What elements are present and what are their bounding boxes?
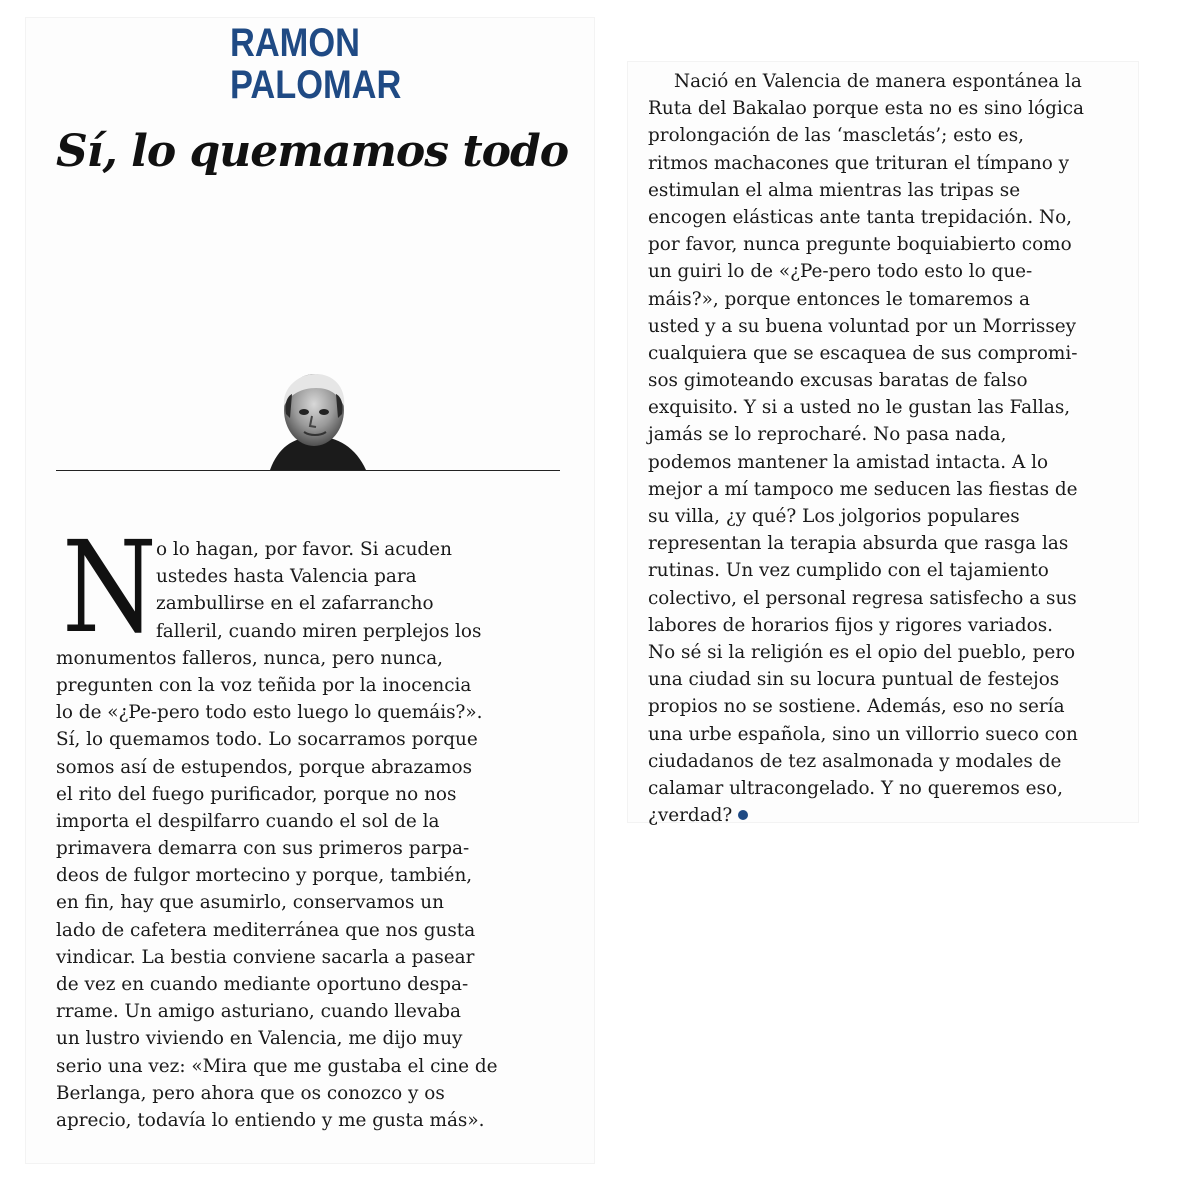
- author-last-name: PALOMAR: [230, 63, 402, 107]
- text-line: sos gimoteando excusas baratas de falso: [648, 370, 1028, 392]
- text-line: falleril, cuando miren perplejos los: [156, 620, 482, 642]
- text-line: una urbe española, sino un villorrio sueco con: [648, 723, 1078, 745]
- text-line: o lo hagan, por favor. Si acuden: [156, 539, 452, 560]
- text-line: lado de cafetera mediterránea que nos gusta: [56, 919, 476, 941]
- text-line: ritmos machacones que trituran el tímpano y: [648, 152, 1070, 174]
- text-line: lo de «¿Pe-pero todo esto luego lo quemáis?».: [56, 702, 483, 724]
- text-line: primavera demarra con sus primeros parpa-: [56, 838, 470, 860]
- text-line: deos de fulgor mortecino y porque, también,: [56, 865, 473, 887]
- text-line: encogen elásticas ante tanta trepidación. No,: [648, 206, 1073, 228]
- text-line: el rito del fuego purificador, porque no nos: [56, 783, 457, 805]
- end-mark-icon: [738, 810, 748, 820]
- text-line: cualquiera que se escaquea de sus compromi-: [648, 342, 1078, 364]
- text-line: monumentos falleros, nunca, pero nunca,: [56, 647, 444, 669]
- text-line: Nació en Valencia de manera espontánea la: [674, 71, 1082, 92]
- text-line: por favor, nunca pregunte boquiabierto como: [648, 234, 1072, 256]
- text-line: estimulan el alma mientras las tripas se: [648, 179, 1021, 201]
- headline: Sí, lo quemamos todo: [56, 126, 569, 177]
- text-line: somos así de estupendos, porque abrazamos: [56, 756, 473, 778]
- text-line: exquisito. Y si a usted no le gustan las Fallas,: [648, 397, 1071, 419]
- text-line: jamás se lo reprocharé. No pasa nada,: [648, 424, 1007, 446]
- text-line: rutinas. Un vez cumplido con el tajamiento: [648, 560, 1049, 582]
- author-first-name: RAMON: [230, 21, 360, 65]
- author-portrait: [264, 366, 370, 474]
- text-line: serio una vez: «Mira que me gustaba el cine de: [56, 1055, 498, 1077]
- section-divider: [56, 470, 560, 471]
- text-line: máis?», porque entonces le tomaremos a: [648, 288, 1030, 310]
- text-line: colectivo, el personal regresa satisfecho a sus: [648, 587, 1077, 609]
- author-name: [230, 22, 401, 106]
- text-line: usted y a su buena voluntad por un Morrissey: [648, 315, 1077, 337]
- text-line: calamar ultracongelado. Y no queremos eso,: [648, 777, 1063, 799]
- text-line: ustedes hasta Valencia para: [156, 566, 417, 588]
- text-line: propios no se sostiene. Además, eso no sería: [648, 696, 1065, 718]
- text-line: un guiri lo de «¿Pe-pero todo esto lo que-: [648, 261, 1033, 283]
- text-line: mejor a mí tampoco me seducen las fiestas de: [648, 478, 1078, 500]
- text-line: pregunten con la voz teñida por la inocencia: [56, 674, 472, 696]
- text-line: aprecio, todavía lo entiendo y me gusta más».: [56, 1109, 485, 1131]
- text-line: labores de horarios fijos y rigores variados.: [648, 614, 1054, 636]
- text-line: Berlanga, pero ahora que os conozco y os: [56, 1082, 445, 1104]
- text-line: No sé si la religión es el opio del pueblo, pero: [648, 641, 1076, 663]
- final-line: [648, 802, 1128, 829]
- final-line-text: ¿verdad?: [648, 805, 733, 827]
- text-line: en fin, hay que asumirlo, conservamos un: [56, 892, 444, 914]
- text-line: zambullirse en el zafarrancho: [156, 593, 434, 615]
- text-line: Sí, lo quemamos todo. Lo socarramos porque: [56, 729, 478, 751]
- text-line: una ciudad sin su locura puntual de festejos: [648, 669, 1060, 691]
- text-line: ciudadanos de tez asalmonada y modales de: [648, 750, 1062, 772]
- text-line: podemos mantener la amistad intacta. A lo: [648, 451, 1049, 473]
- text-line: su villa, ¿y qué? Los jolgorios populares: [648, 506, 1020, 527]
- drop-cap: N: [62, 514, 156, 661]
- text-line: importa el despilfarro cuando el sol de la: [56, 810, 440, 832]
- article-body-left: [56, 536, 576, 1134]
- text-line: de vez en cuando mediante oportuno despa-: [56, 974, 469, 995]
- text-line: Ruta del Bakalao porque esta no es sino lógica: [648, 98, 1085, 120]
- text-line: prolongación de las ‘mascletás’; esto es,: [648, 125, 1024, 147]
- text-line: representan la terapia absurda que rasga las: [648, 533, 1069, 555]
- text-line: un lustro viviendo en Valencia, me dijo muy: [56, 1028, 463, 1050]
- article-body-right: [648, 68, 1128, 829]
- text-line: rrame. Un amigo asturiano, cuando llevaba: [56, 1001, 461, 1023]
- text-line: vindicar. La bestia conviene sacarla a pasear: [56, 946, 475, 968]
